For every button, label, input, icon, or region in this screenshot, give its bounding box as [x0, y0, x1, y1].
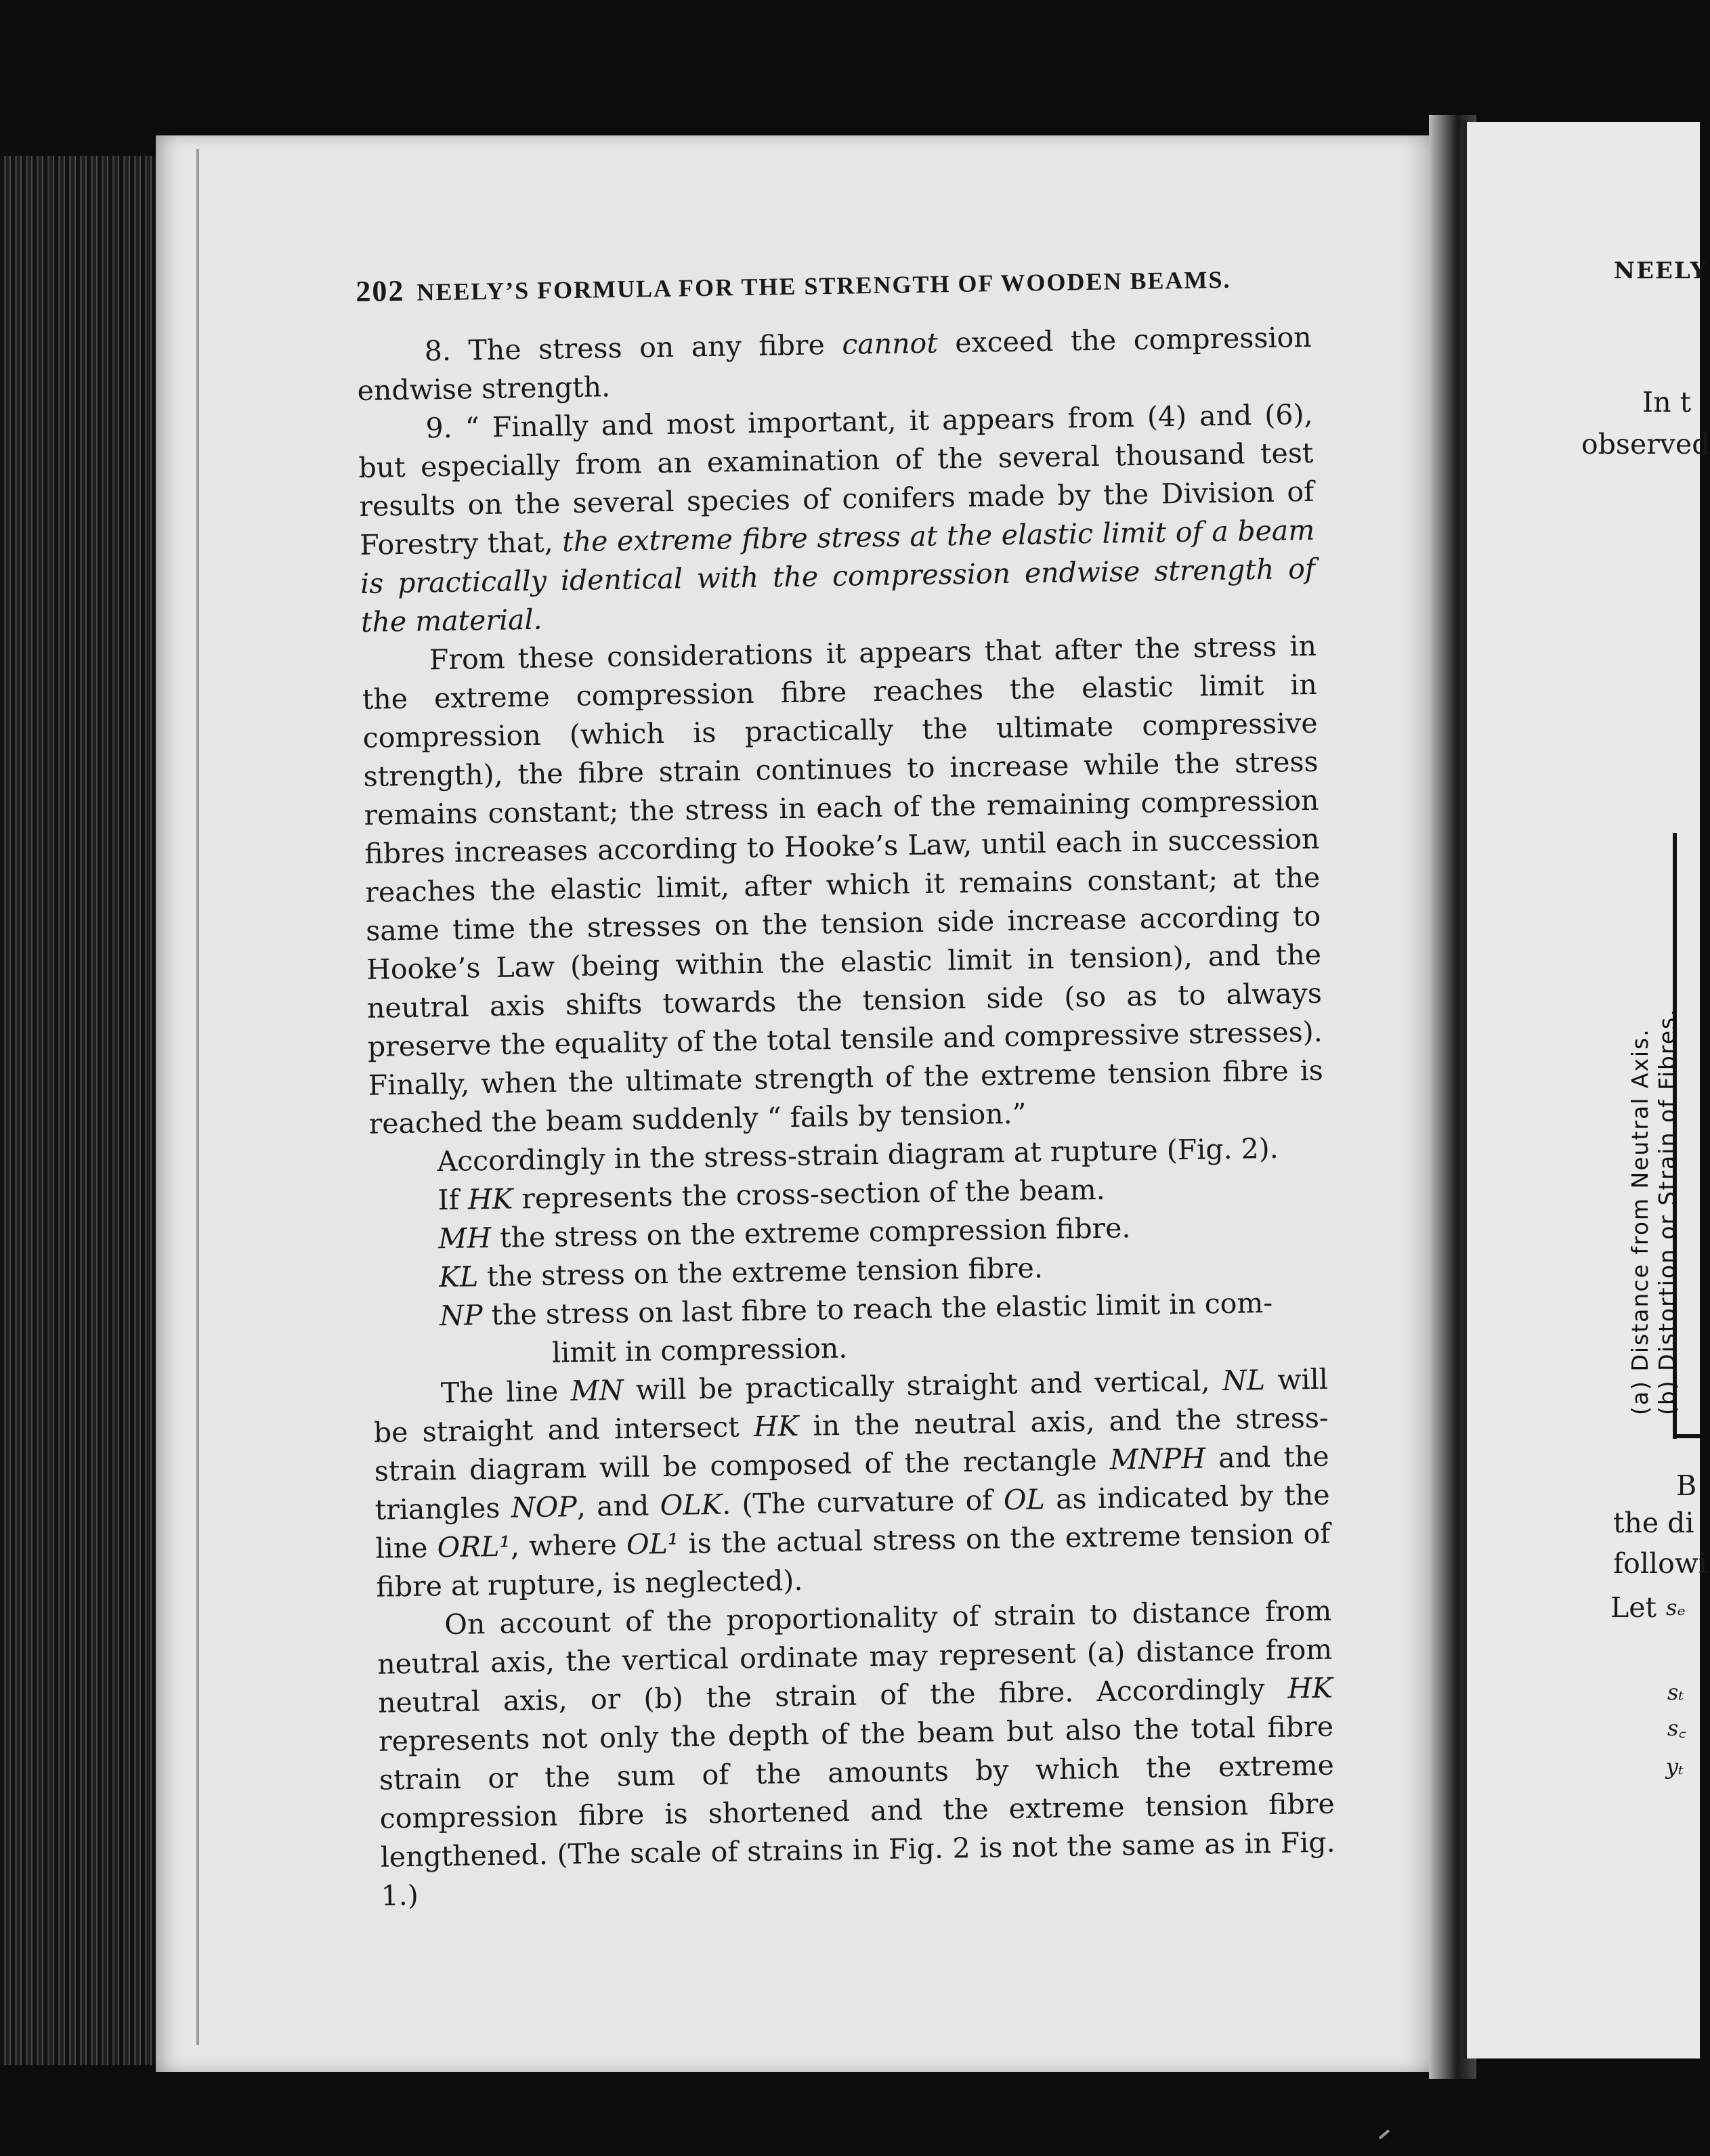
running-head-title: NEELY’S FORMULA FOR THE STRENGTH OF WOODEN BEAMS.: [416, 265, 1231, 306]
right-page-line-1: In t: [1642, 386, 1692, 418]
stray-mark: [1379, 2130, 1390, 2140]
paragraph-if-hk: If HK represents the cross-section of the beam.: [437, 1173, 1106, 1217]
right-page-line-2: observed: [1581, 428, 1710, 460]
list-item-kl: KL the stress on the extreme tension fibre.: [438, 1251, 1044, 1294]
paragraph-line-mn: The line MN will be practically straight and vertical, NL will be straight and intersect HK in the neutral axis, and the stress-strain diagram will be composed of the rectangle MNPH and the triangles NOP, and OLK. (The curvature of OL as indicated by the line ORL¹, where OL¹ is the actual stress on the extreme tension of fibre at rupture, is neglected).: [373, 1362, 1331, 1603]
symbol-sc: s꜀: [1667, 1715, 1686, 1741]
list-item-np: NP the stress on last fibre to reach the elastic limit in com-: [439, 1286, 1273, 1333]
page-number: 202: [356, 274, 405, 308]
list-item-mh: MH the stress on the extreme compression fibre.: [438, 1211, 1131, 1255]
paragraph-9: 9. “ Finally and most important, it appears from (4) and (6), but especially from an examination of the several thousand test results on the several species of conifers made by the Division of Forestry that, the extreme fibre stress at the elastic limit of a beam is practically identical with the compression endwise strength of the material.: [358, 397, 1316, 639]
right-page-line-4: the di: [1613, 1507, 1694, 1539]
paragraph-accordingly: Accordingly in the stress-strain diagram at rupture (Fig. 2).: [437, 1131, 1279, 1178]
symbol-se: sₑ: [1666, 1595, 1686, 1620]
paragraph-8: 8. The stress on any fibre cannot exceed the compression endwise strength.: [357, 320, 1312, 407]
paragraph-proportionality: On account of the proportionality of strain to distance from neutral axis, the vertical ordinate may represent (a) distance from neutral axis, or (b) the strain of the fibre. Accordingly HK represents not only the depth of the beam but also the total fibre strain or the sum of the amounts by which the extreme compression fibre is shortened and the extreme tension fibre lengthened. (The scale of strains in Fig. 2 is not the same as in Fig. 1.): [377, 1594, 1335, 1912]
list-item-np-cont: limit in compression.: [551, 1331, 848, 1369]
right-page-line-5: followi: [1613, 1547, 1707, 1580]
paragraph-considerations: From these considerations it appears that after the stress in the extreme compression fibre reaches the elastic limit in compression (which is practically the ultimate compressive strength), the fibre strain continues to increase while the stress remains constant; the stress in each of the remaining compression fibres increases according to Hooke’s Law, until each in succession reaches the elastic limit, after which it remains constant; at the same time the stresses on the tension side increase according to Hooke’s Law (being within the elastic limit in tension), and the neutral axis shifts towards the tension side (so as to always preserve the equality of the total tensile and compressive stresses). Finally, when the ultimate strength of the extreme tension fibre is reached the beam suddenly “ fails by tension.”: [362, 629, 1324, 1140]
figure-axis-horizontal: [1673, 1434, 1700, 1438]
axis-label-b: (b) Distortion or Strain of Fibres.: [1654, 1008, 1680, 1415]
right-page-let: Let: [1610, 1591, 1656, 1624]
symbol-yt: yₜ: [1666, 1754, 1684, 1780]
figure-axis-labels: [1627, 1008, 1681, 1415]
symbol-st: sₜ: [1667, 1679, 1684, 1705]
left-page-text: [356, 259, 1336, 1916]
axis-label-a: (a) Distance from Neutral Axis.: [1627, 1028, 1653, 1415]
right-page-running-head: NEELY: [1614, 257, 1708, 284]
right-page-line-3: B: [1676, 1469, 1697, 1502]
